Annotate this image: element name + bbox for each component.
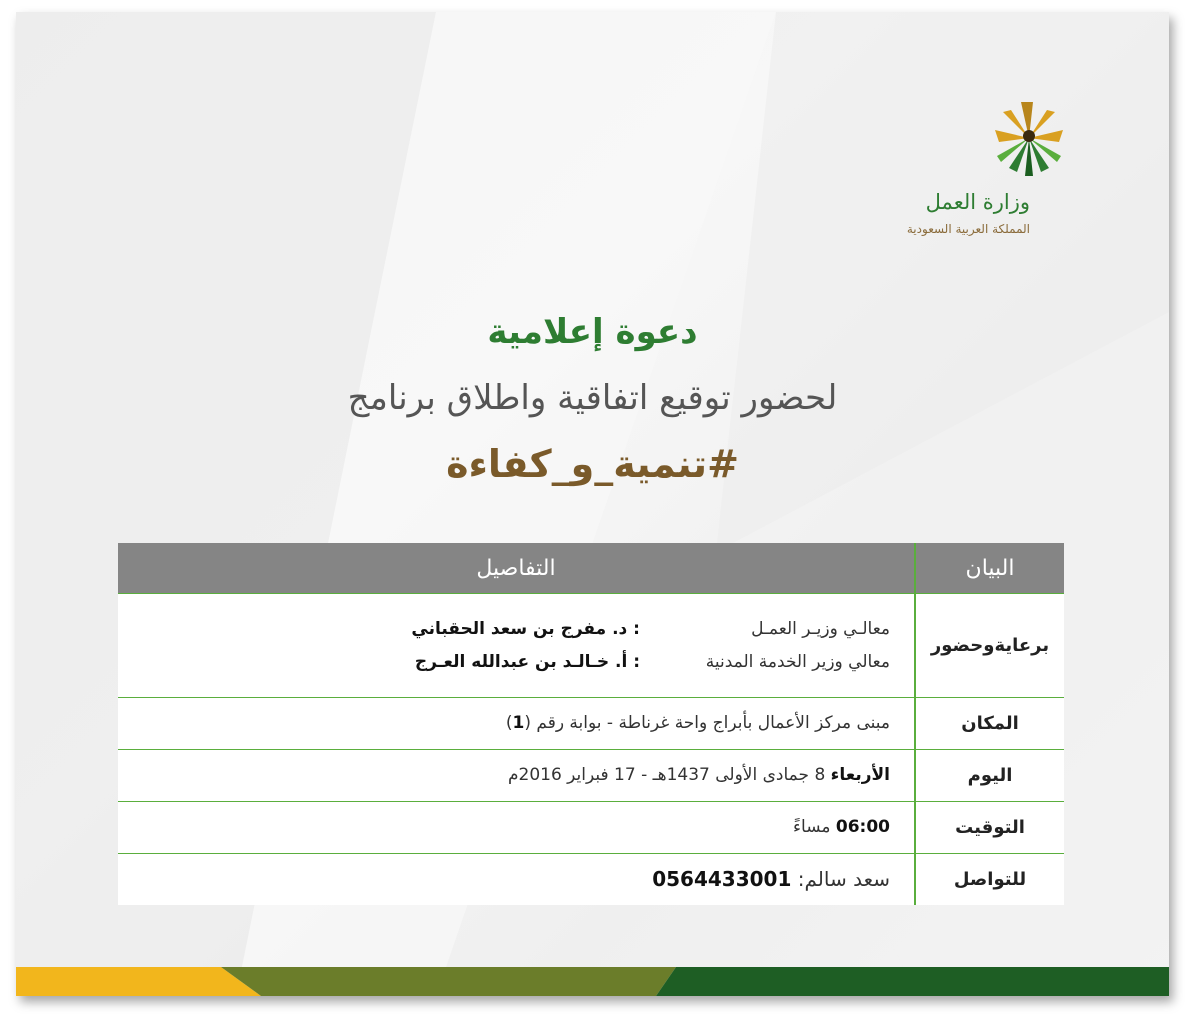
place-text: مبنى مركز الأعمال بأبراج واحة غرناطة - بوابة رقم ( — [524, 713, 890, 733]
palm-leaves-icon — [989, 98, 1069, 178]
table-row-place — [118, 697, 1064, 749]
row-value — [118, 594, 914, 697]
table-header — [118, 543, 1064, 593]
table-row-day — [118, 749, 1064, 801]
sponsor-title: معالـي وزيـر العمـل — [751, 618, 890, 639]
sponsor-name: : د. مفرج بن سعد الحقباني — [411, 618, 640, 639]
label-line: برعاية — [994, 634, 1050, 656]
row-value — [118, 698, 914, 749]
row-value — [118, 854, 914, 905]
gate-number: 1 — [512, 713, 525, 733]
footer-color-band — [16, 967, 1169, 996]
contact-phone: 0564433001 — [652, 867, 792, 891]
ministry-name: وزارة العمل — [925, 190, 1030, 214]
invitation-subtitle: لحضور توقيع اتفاقية واطلاق برنامج — [347, 378, 838, 418]
sponsor-title: معالي وزير الخدمة المدنية — [705, 651, 890, 672]
row-label: المكان — [914, 698, 1064, 749]
invitation-card — [16, 12, 1169, 996]
row-label: التوقيت — [914, 802, 1064, 853]
row-label: اليوم — [914, 750, 1064, 801]
row-label — [914, 594, 1064, 697]
program-hashtag: #تنمية_و_كفاءة — [446, 442, 739, 486]
header-details: التفاصيل — [476, 555, 556, 581]
time-value: 06:00 — [835, 817, 890, 837]
row-value — [118, 802, 914, 853]
header-label: البيان — [914, 543, 1064, 593]
sponsor-name: : أ. خـالـد بن عبدالله العـرج — [414, 651, 640, 672]
details-table — [118, 543, 1064, 905]
table-row-contact — [118, 853, 1064, 905]
date-text: 8 جمادى الأولى 1437هـ - 17 فبراير 2016م — [507, 765, 831, 785]
contact-name: سعد سالم: — [791, 867, 890, 891]
label-line: وحضور — [930, 634, 995, 656]
row-label: للتواصل — [914, 854, 1064, 905]
time-period: مساءً — [793, 817, 836, 837]
invitation-title: دعوة إعلامية — [487, 312, 698, 352]
sponsor-line — [142, 613, 890, 646]
table-row-time — [118, 801, 1064, 853]
kingdom-name: المملكة العربية السعودية — [906, 222, 1030, 236]
place-text-end: ) — [505, 713, 513, 733]
row-value — [118, 750, 914, 801]
weekday: الأربعاء — [830, 765, 890, 785]
sponsor-line — [142, 646, 890, 679]
table-row-sponsorship — [118, 593, 1064, 697]
ministry-logo — [874, 98, 1074, 258]
